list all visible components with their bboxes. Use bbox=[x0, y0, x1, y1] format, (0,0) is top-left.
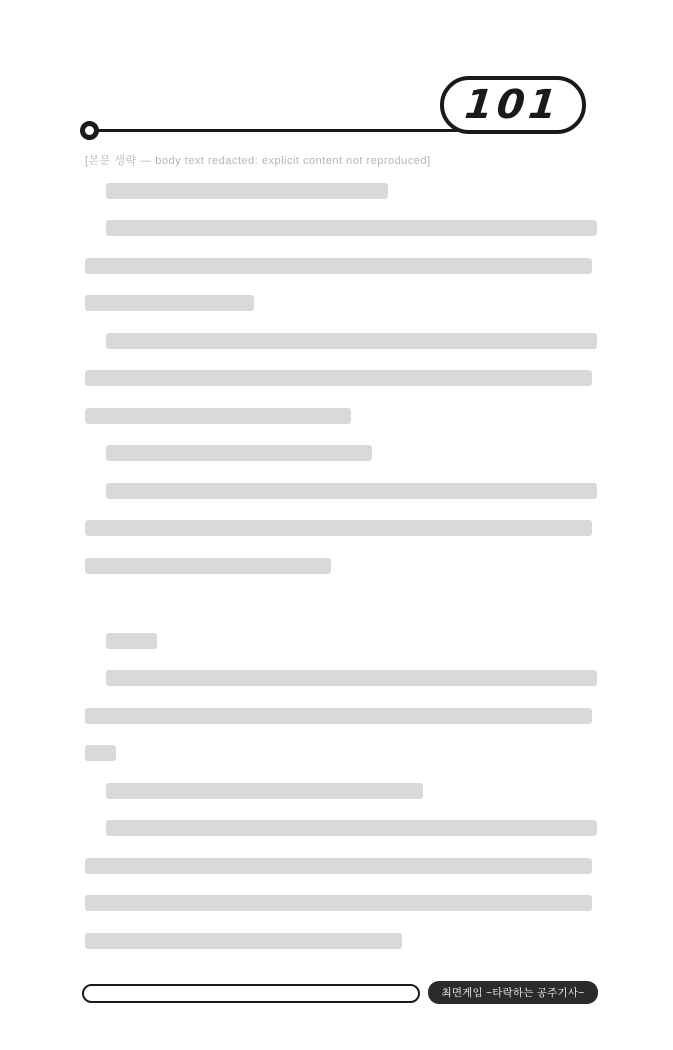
redacted-text-line bbox=[85, 810, 597, 848]
book-title: 최면게임 ~타락하는 공주기사~ bbox=[441, 987, 585, 999]
redacted-text-line bbox=[85, 922, 597, 960]
redacted-text-line bbox=[85, 360, 597, 398]
redaction-note: [본문 생략 — body text redacted: explicit content not reproduced] bbox=[85, 155, 431, 167]
redacted-text-line bbox=[85, 697, 597, 735]
page-number-badge bbox=[440, 76, 586, 134]
redacted-text-line bbox=[85, 885, 597, 923]
body-text bbox=[85, 152, 597, 960]
redacted-text-line bbox=[85, 622, 597, 660]
footer-pill-ornament bbox=[82, 984, 420, 1003]
redacted-text-line bbox=[85, 285, 597, 323]
redacted-text-line bbox=[85, 735, 597, 773]
redacted-text-line bbox=[85, 510, 597, 548]
redacted-text-line bbox=[85, 772, 597, 810]
redacted-text-line bbox=[85, 172, 597, 210]
redacted-text-line bbox=[85, 847, 597, 885]
redacted-text-line bbox=[85, 547, 597, 585]
redacted-text-line bbox=[85, 660, 597, 698]
redacted-text-line bbox=[85, 472, 597, 510]
page-number: 101 bbox=[462, 82, 564, 128]
redacted-text-line bbox=[85, 210, 597, 248]
redacted-text-line bbox=[85, 247, 597, 285]
redacted-text-line bbox=[85, 322, 597, 360]
header-rule bbox=[97, 129, 462, 132]
redacted-text-line bbox=[85, 435, 597, 473]
footer-title-badge bbox=[428, 981, 598, 1004]
redacted-text-line bbox=[85, 397, 597, 435]
